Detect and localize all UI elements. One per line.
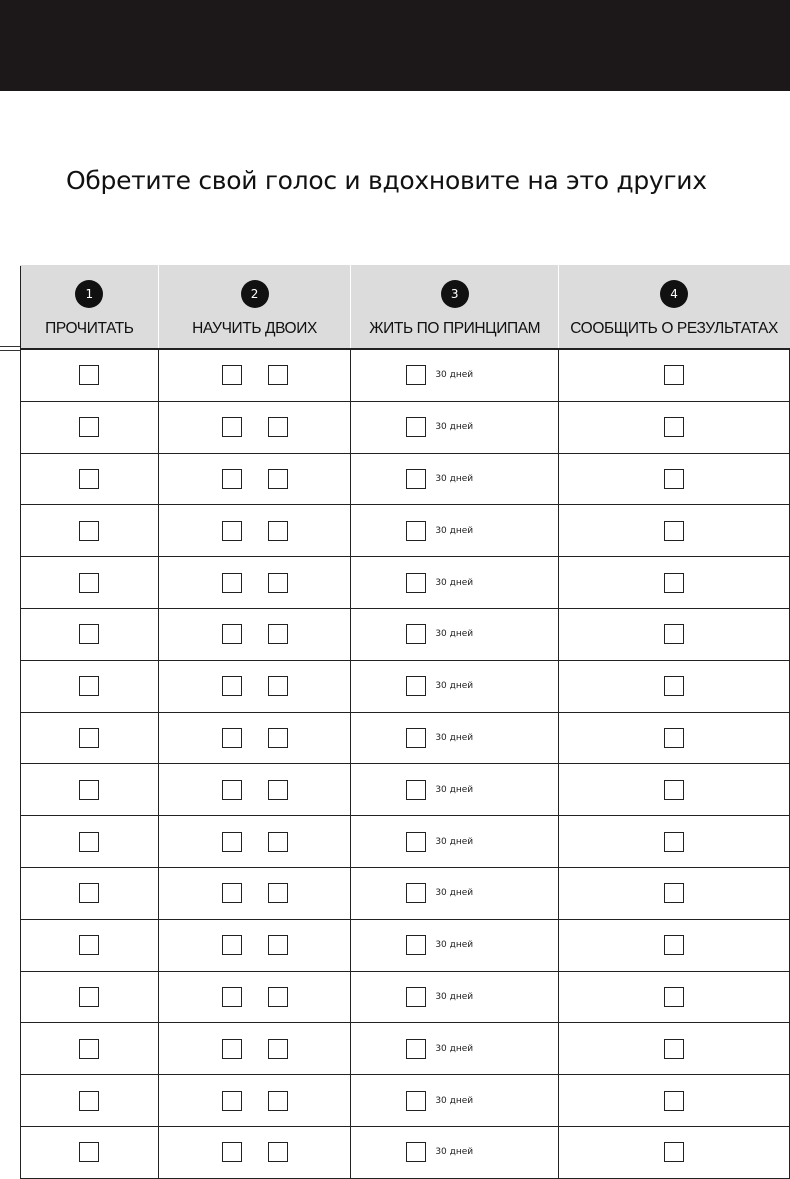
live-cell [351,971,559,1023]
top-bar [0,0,790,91]
days-label: 30 дней [435,888,474,899]
live-checkbox[interactable] [406,1039,426,1059]
table-row [21,349,790,401]
live-cell [351,867,559,919]
teach-second-checkbox[interactable] [268,1142,288,1162]
teach-cell [158,867,351,919]
read-cell [21,971,159,1023]
live-checkbox[interactable] [406,728,426,748]
read-cell [21,453,159,505]
report-cell [559,608,790,660]
teach-second-checkbox[interactable] [268,417,288,437]
teach-cell [158,816,351,868]
column-label: ЖИТЬ ПО ПРИНЦИПАМ [369,320,541,337]
teach-cell [158,764,351,816]
read-cell [21,349,159,401]
report-cell [559,919,790,971]
teach-first-checkbox[interactable] [222,883,242,903]
teach-first-checkbox[interactable] [222,521,242,541]
teach-second-checkbox[interactable] [268,935,288,955]
report-cell [559,867,790,919]
read-cell [21,764,159,816]
days-label: 30 дней [435,784,474,795]
teach-first-checkbox[interactable] [222,987,242,1007]
live-cell [351,816,559,868]
teach-second-checkbox[interactable] [268,624,288,644]
read-checkbox[interactable] [79,365,99,385]
teach-second-checkbox[interactable] [268,780,288,800]
read-cell [21,867,159,919]
report-checkbox[interactable] [664,935,684,955]
read-checkbox[interactable] [79,1091,99,1111]
read-checkbox[interactable] [79,624,99,644]
report-cell [559,764,790,816]
report-checkbox[interactable] [664,573,684,593]
report-cell [559,816,790,868]
read-cell [21,816,159,868]
read-checkbox[interactable] [79,728,99,748]
live-checkbox[interactable] [406,832,426,852]
teach-cell [158,919,351,971]
teach-cell [158,1126,351,1178]
teach-cell [158,608,351,660]
live-cell [351,1075,559,1127]
report-cell [559,1023,790,1075]
read-checkbox[interactable] [79,521,99,541]
live-cell [351,1126,559,1178]
report-checkbox[interactable] [664,1039,684,1059]
column-label: НАУЧИТЬ ДВОИХ [192,320,317,337]
days-label: 30 дней [435,1095,474,1106]
table-row [21,764,790,816]
days-label: 30 дней [435,370,474,381]
table-row [21,401,790,453]
live-checkbox[interactable] [406,883,426,903]
teach-second-checkbox[interactable] [268,1039,288,1059]
report-checkbox[interactable] [664,676,684,696]
live-cell [351,660,559,712]
step-number-badge: 2 [241,280,269,308]
live-checkbox[interactable] [406,417,426,437]
report-cell [559,1126,790,1178]
live-checkbox[interactable] [406,780,426,800]
read-cell [21,712,159,764]
live-cell [351,401,559,453]
live-cell [351,919,559,971]
teach-second-checkbox[interactable] [268,676,288,696]
teach-first-checkbox[interactable] [222,365,242,385]
teach-cell [158,712,351,764]
days-label: 30 дней [435,1147,474,1158]
live-checkbox[interactable] [406,573,426,593]
read-cell [21,505,159,557]
teach-first-checkbox[interactable] [222,935,242,955]
days-label: 30 дней [435,681,474,692]
teach-first-checkbox[interactable] [222,1142,242,1162]
table-row [21,867,790,919]
read-checkbox[interactable] [79,1142,99,1162]
read-checkbox[interactable] [79,573,99,593]
days-label: 30 дней [435,577,474,588]
teach-cell [158,971,351,1023]
live-cell [351,1023,559,1075]
table-row [21,1023,790,1075]
table-row [21,453,790,505]
step-number-badge: 1 [75,280,103,308]
report-cell [559,712,790,764]
teach-first-checkbox[interactable] [222,417,242,437]
teach-cell [158,453,351,505]
report-cell [559,660,790,712]
live-checkbox[interactable] [406,987,426,1007]
report-cell [559,401,790,453]
live-checkbox[interactable] [406,624,426,644]
column-label: СООБЩИТЬ О РЕЗУЛЬТАТАХ [570,320,778,337]
days-label: 30 дней [435,1043,474,1054]
table-row [21,919,790,971]
tracker-rows [21,349,790,1178]
read-checkbox[interactable] [79,1039,99,1059]
table-row [21,1126,790,1178]
tracker-table [20,265,790,1179]
teach-cell [158,401,351,453]
read-cell [21,919,159,971]
teach-cell [158,1023,351,1075]
report-checkbox[interactable] [664,832,684,852]
read-cell [21,1023,159,1075]
column-label: ПРОЧИТАТЬ [45,320,134,337]
table-row [21,1075,790,1127]
read-checkbox[interactable] [79,883,99,903]
read-checkbox[interactable] [79,987,99,1007]
report-checkbox[interactable] [664,624,684,644]
table-row [21,505,790,557]
live-cell [351,712,559,764]
read-cell [21,557,159,609]
report-checkbox[interactable] [664,365,684,385]
teach-second-checkbox[interactable] [268,365,288,385]
live-checkbox[interactable] [406,676,426,696]
report-checkbox[interactable] [664,883,684,903]
teach-first-checkbox[interactable] [222,780,242,800]
step-number-badge: 4 [660,280,688,308]
report-checkbox[interactable] [664,728,684,748]
live-cell [351,557,559,609]
teach-second-checkbox[interactable] [268,521,288,541]
live-cell [351,349,559,401]
report-cell [559,1075,790,1127]
teach-second-checkbox[interactable] [268,1091,288,1111]
page-title: Обретите свой голос и вдохновите на это других [66,166,707,195]
teach-second-checkbox[interactable] [268,728,288,748]
live-cell [351,764,559,816]
report-checkbox[interactable] [664,417,684,437]
read-checkbox[interactable] [79,676,99,696]
teach-first-checkbox[interactable] [222,1039,242,1059]
report-checkbox[interactable] [664,521,684,541]
days-label: 30 дней [435,940,474,951]
live-checkbox[interactable] [406,521,426,541]
report-checkbox[interactable] [664,1091,684,1111]
days-label: 30 дней [435,991,474,1002]
teach-first-checkbox[interactable] [222,676,242,696]
read-cell [21,660,159,712]
teach-first-checkbox[interactable] [222,832,242,852]
teach-second-checkbox[interactable] [268,469,288,489]
report-checkbox[interactable] [664,987,684,1007]
days-label: 30 дней [435,732,474,743]
table-row [21,557,790,609]
teach-first-checkbox[interactable] [222,728,242,748]
teach-cell [158,660,351,712]
teach-second-checkbox[interactable] [268,573,288,593]
read-cell [21,401,159,453]
read-checkbox[interactable] [79,935,99,955]
report-cell [559,453,790,505]
live-checkbox[interactable] [406,1142,426,1162]
days-label: 30 дней [435,473,474,484]
report-cell [559,505,790,557]
teach-second-checkbox[interactable] [268,832,288,852]
days-label: 30 дней [435,836,474,847]
teach-cell [158,557,351,609]
read-cell [21,1126,159,1178]
read-checkbox[interactable] [79,780,99,800]
teach-second-checkbox[interactable] [268,987,288,1007]
live-checkbox[interactable] [406,935,426,955]
read-cell [21,1075,159,1127]
teach-first-checkbox[interactable] [222,573,242,593]
header-teach-two [158,266,351,350]
read-checkbox[interactable] [79,417,99,437]
teach-first-checkbox[interactable] [222,624,242,644]
days-label: 30 дней [435,629,474,640]
days-label: 30 дней [435,525,474,536]
header-read [21,266,159,350]
live-checkbox[interactable] [406,469,426,489]
table-row [21,608,790,660]
header-row [21,266,790,350]
header-report-results [559,266,790,350]
live-cell [351,453,559,505]
step-number-badge: 3 [441,280,469,308]
live-cell [351,505,559,557]
read-cell [21,608,159,660]
live-checkbox[interactable] [406,1091,426,1111]
read-checkbox[interactable] [79,469,99,489]
left-divider [0,346,20,351]
teach-first-checkbox[interactable] [222,469,242,489]
live-cell [351,608,559,660]
teach-first-checkbox[interactable] [222,1091,242,1111]
report-checkbox[interactable] [664,469,684,489]
report-cell [559,557,790,609]
report-checkbox[interactable] [664,1142,684,1162]
table-row [21,971,790,1023]
live-checkbox[interactable] [406,365,426,385]
teach-cell [158,505,351,557]
report-cell [559,971,790,1023]
report-checkbox[interactable] [664,780,684,800]
table-row [21,660,790,712]
header-live-principles [351,266,559,350]
table-row [21,712,790,764]
table-row [21,816,790,868]
read-checkbox[interactable] [79,832,99,852]
teach-cell [158,349,351,401]
report-cell [559,349,790,401]
teach-cell [158,1075,351,1127]
teach-second-checkbox[interactable] [268,883,288,903]
days-label: 30 дней [435,422,474,433]
